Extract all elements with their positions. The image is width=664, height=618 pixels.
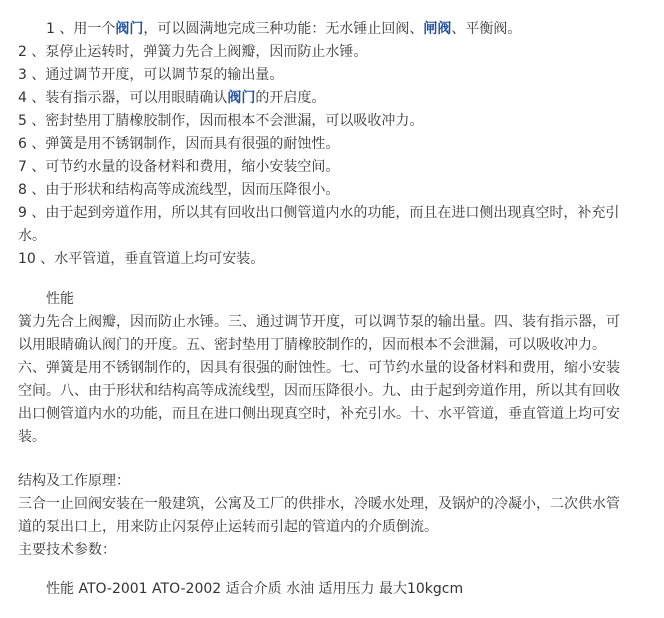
list-item-4-suffix: 的开启度。 xyxy=(255,90,326,106)
list-item-1-mid: ，可以圆满地完成三种功能：无水锤止回阀、 xyxy=(143,21,424,37)
keyword-link-gate-valve[interactable]: 闸阀 xyxy=(423,21,452,37)
list-item-1-suffix: 、平衡阀。 xyxy=(451,21,522,37)
list-item-10: 10 、水平管道，垂直管道上均可安装。 xyxy=(18,251,265,267)
list-item-7: 7 、可节约水量的设备材料和费用，缩小安装空间。 xyxy=(18,159,340,175)
structure-line: 三合一止回阀安装在一般建筑，公寓及工厂的供排水，冷暖水处理，及锅炉的冷凝小，二次供水管 xyxy=(18,496,620,512)
list-item-9-line1: 9 、由于起到旁道作用，所以其有回收出口侧管道内水的功能，而且在进口侧出现真空时，补充引 xyxy=(18,205,620,221)
list-item-3: 3 、通过调节开度，可以调节泵的输出量。 xyxy=(18,67,284,83)
performance-line: 出口侧管道内水的功能，而且在进口侧出现真空时，补充引水。十、水平管道，垂直管道上均可安 xyxy=(18,406,620,422)
list-item-1-prefix: 1 、用一个 xyxy=(46,21,116,37)
performance-line: 空间。八、由于形状和结构高等成流线型，因而压降很小。九、由于起到旁道作用，所以其有回收 xyxy=(18,383,620,399)
performance-line: 簧力先合上阀瓣，因而防止水锤。三、通过调节开度，可以调节泵的输出量。四、装有指示器，可 xyxy=(18,314,620,330)
list-item-4-prefix: 4 、装有指示器，可以用眼睛确认 xyxy=(18,90,228,106)
params-heading: 主要技术参数： xyxy=(18,542,116,558)
performance-heading: 性能 xyxy=(46,291,74,307)
structure-line: 道的泵出口上，用来防止闪泵停止运转而引起的管道内的介质倒流。 xyxy=(18,519,438,535)
list-item-5: 5 、密封垫用丁腈橡胶制作，因而根本不会泄漏，可以吸收冲力。 xyxy=(18,113,424,129)
performance-line: 以用眼睛确认阀门的开度。五、密封垫用丁腈橡胶制作的，因而根本不会泄漏，可以吸收冲力。 xyxy=(18,337,606,353)
performance-line: 六、弹簧是用不锈钢制作的，因具有很强的耐蚀性。七、可节约水量的设备材料和费用，缩小安装 xyxy=(18,360,620,376)
keyword-link-valve-2[interactable]: 阀门 xyxy=(227,90,256,106)
list-item-9-line2: 水。 xyxy=(18,228,46,244)
keyword-link-valve[interactable]: 阀门 xyxy=(115,21,144,37)
list-item-4 xyxy=(18,87,325,109)
list-item-6: 6 、弹簧是用不锈钢制作，因而具有很强的耐蚀性。 xyxy=(18,136,340,152)
list-item-8: 8 、由于形状和结构高等成流线型，因而压降很小。 xyxy=(18,182,340,198)
spec-line: 性能 ATO-2001 ATO-2002 适合介质 水油 适用压力 最大10kgcm xyxy=(46,581,464,597)
structure-heading: 结构及工作原理： xyxy=(18,473,130,489)
list-item-2: 2 、泵停止运转时，弹簧力先合上阀瓣，因而防止水锤。 xyxy=(18,44,368,60)
performance-line: 装。 xyxy=(18,429,46,445)
list-item-1 xyxy=(46,18,521,40)
